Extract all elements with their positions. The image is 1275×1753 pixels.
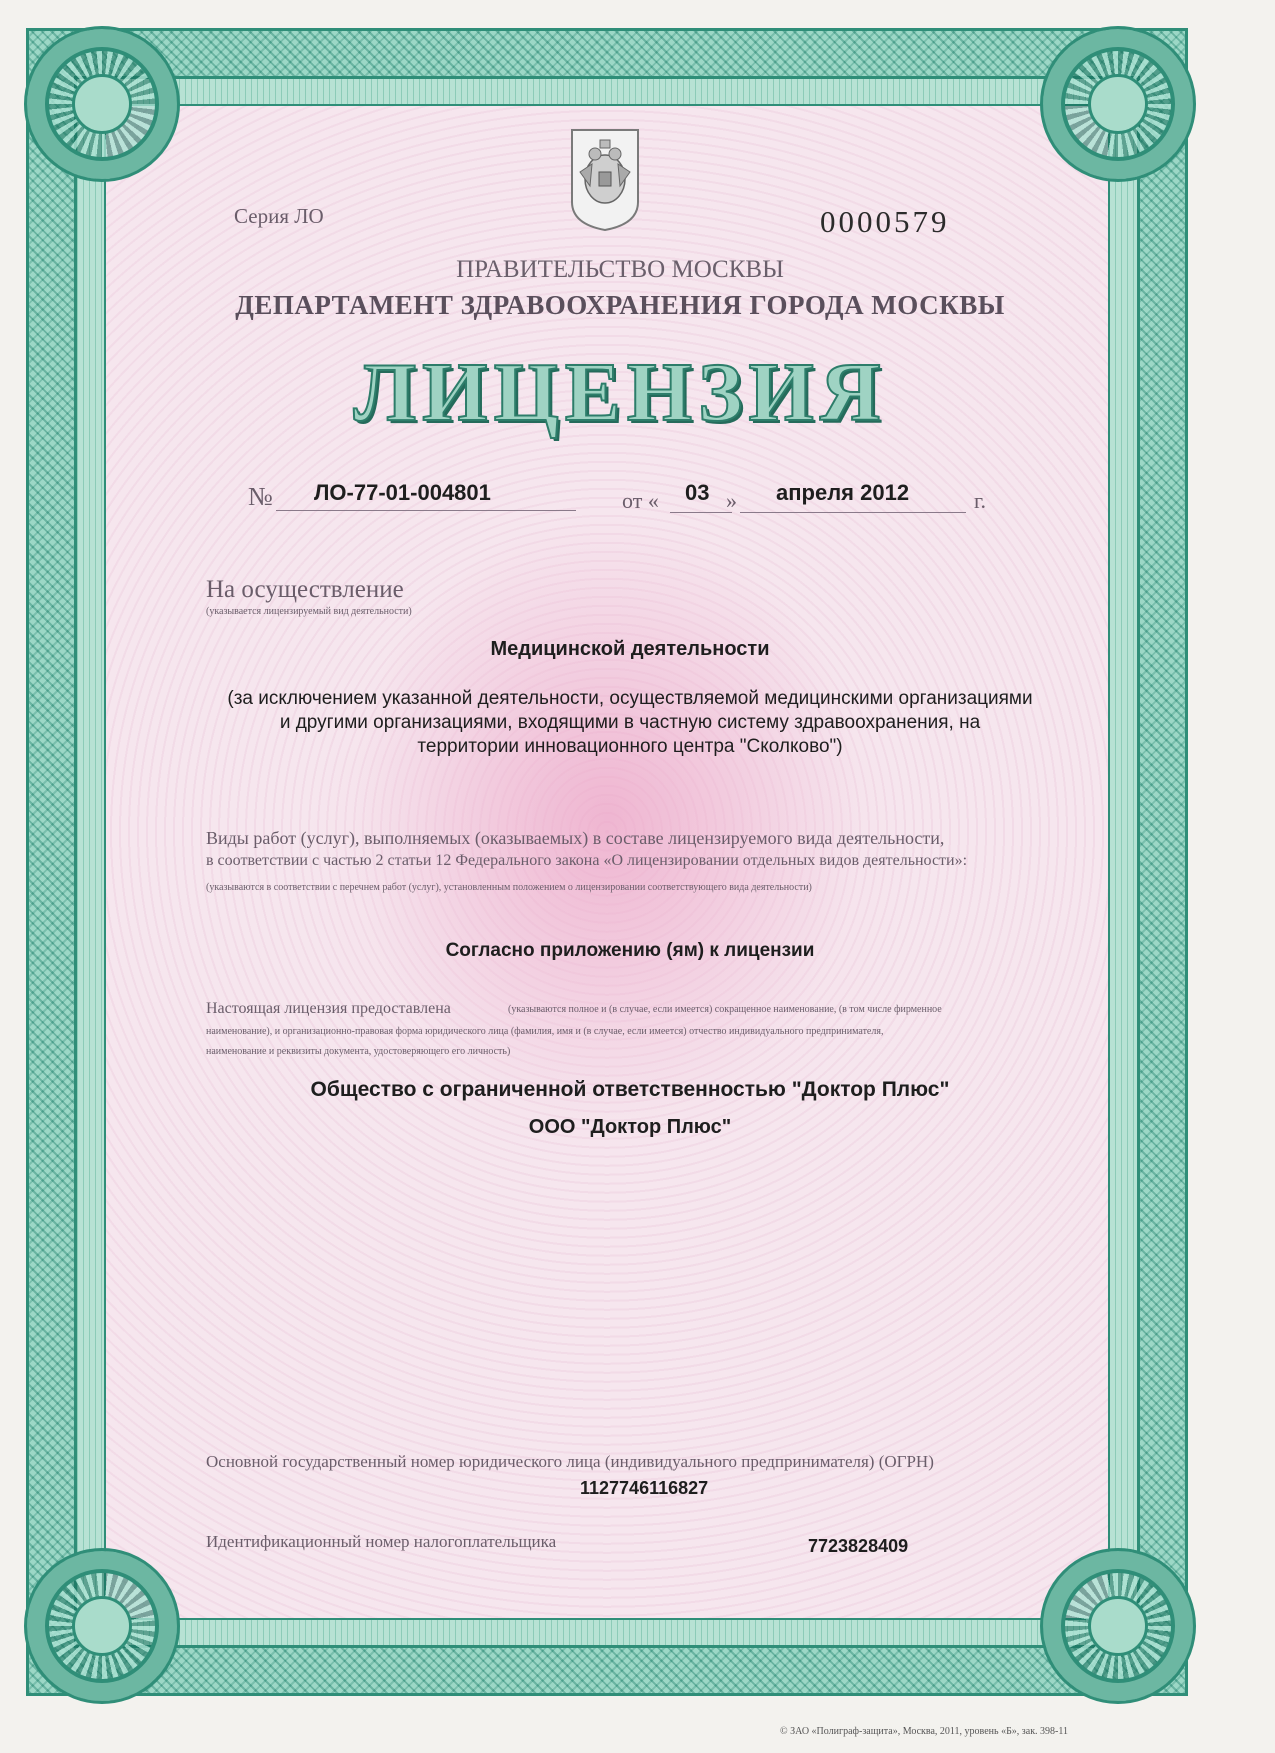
- serial-number: 0000579: [820, 204, 950, 239]
- activity-exception-line2: и другими организациями, входящими в частную систему здравоохранения, на: [279, 712, 981, 733]
- corner-rosette-icon: [1040, 26, 1196, 182]
- year-suffix: г.: [974, 488, 987, 513]
- licensee-hint-line2: наименование), и организационно-правовая форма юридического лица (фамилия, имя и (в случае, если имеется) отчество индивидуального предпринимателя,: [206, 1026, 884, 1037]
- day-underline: [670, 512, 732, 513]
- works-hint: (указываются в соответствии с перечнем работ (услуг), установленным положением о лицензировании соответствующего вида деятельности): [206, 882, 812, 893]
- activity-name: Медицинской деятельности: [490, 638, 770, 660]
- license-day: 03: [685, 480, 710, 505]
- date-close-quote: »: [726, 488, 737, 513]
- month-underline: [740, 512, 966, 513]
- inn-value: 7723828409: [808, 1536, 909, 1556]
- corner-rosette-icon: [24, 1548, 180, 1704]
- government-name: ПРАВИТЕЛЬСТВО МОСКВЫ: [456, 256, 784, 283]
- works-label-line2: в соответствии с частью 2 статьи 12 Федерального закона «О лицензировании отдельных видов деятельности»:: [206, 852, 968, 869]
- date-from-label: от «: [622, 488, 659, 513]
- license-month-year: апреля 2012: [776, 480, 910, 505]
- licensee-hint-line1: (указываются полное и (в случае, если имеется) сокращенное наименование, (в том числе фирменное: [508, 1004, 942, 1015]
- activity-label: На осуществление: [206, 576, 404, 603]
- activity-exception-line3: территории инновационного центра "Сколково"): [417, 736, 843, 757]
- license-number: ЛО-77-01-004801: [314, 480, 491, 505]
- number-sign: №: [248, 482, 273, 511]
- licensee-full-name: Общество с ограниченной ответственностью "Доктор Плюс": [310, 1078, 950, 1101]
- coat-of-arms-icon: [568, 124, 642, 234]
- activity-hint: (указывается лицензируемый вид деятельности): [206, 606, 412, 617]
- activity-exception-line1: (за исключением указанной деятельности, осуществляемой медицинскими организациями: [227, 688, 1033, 709]
- works-label-line1: Виды работ (услуг), выполняемых (оказываемых) в составе лицензируемого вида деятельности,: [206, 828, 945, 848]
- department-name: ДЕПАРТАМЕНТ ЗДРАВООХРАНЕНИЯ ГОРОДА МОСКВЫ: [235, 290, 1005, 320]
- corner-rosette-icon: [1040, 1548, 1196, 1704]
- licensee-label: Настоящая лицензия предоставлена: [206, 1000, 451, 1017]
- licensee-hint-line3: наименование и реквизиты документа, удостоверяющего его личность): [206, 1046, 511, 1057]
- works-value: Согласно приложению (ям) к лицензии: [445, 940, 815, 961]
- printer-imprint: © ЗАО «Полиграф-защита», Москва, 2011, уровень «Б», зак. 398-11: [780, 1726, 1069, 1737]
- ogrn-label: Основной государственный номер юридического лица (индивидуального предпринимателя) (ОГРН): [206, 1452, 934, 1471]
- document-title: ЛИЦЕНЗИЯ: [353, 346, 887, 439]
- number-underline: [276, 510, 576, 511]
- inn-label: Идентификационный номер налогоплательщика: [206, 1532, 557, 1551]
- series-label: Серия ЛО: [234, 204, 324, 228]
- corner-rosette-icon: [24, 26, 180, 182]
- licensee-short-name: ООО "Доктор Плюс": [528, 1116, 732, 1138]
- ogrn-value: 1127746116827: [580, 1478, 709, 1498]
